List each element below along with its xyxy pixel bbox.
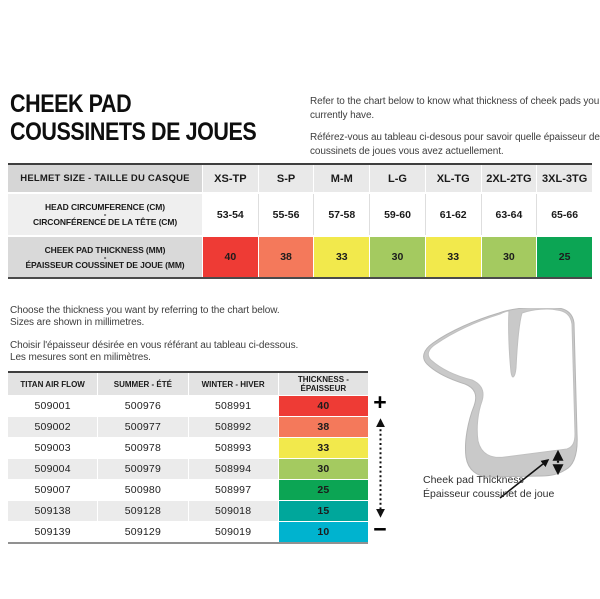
circumference-value: 61-62 xyxy=(426,194,481,235)
size-col-xl: XL-TG xyxy=(426,165,481,192)
part-thickness: 25 xyxy=(279,480,368,500)
part-number: 500977 xyxy=(98,417,187,437)
thickness-value: 40 xyxy=(203,237,258,277)
size-col-2xl: 2XL-2TG xyxy=(482,165,537,192)
intro-text xyxy=(310,95,600,167)
pad-top-shape xyxy=(428,309,575,457)
pad-thickness-label xyxy=(8,237,202,277)
part-number: 509129 xyxy=(98,522,187,542)
parts-header-winter: WINTER - HIVER xyxy=(189,373,278,395)
part-thickness: 15 xyxy=(279,501,368,521)
part-number: 509001 xyxy=(8,396,97,416)
circumference-value: 53-54 xyxy=(203,194,258,235)
scale-arrow-icon xyxy=(374,413,387,523)
head-circumference-label-fr: CIRCONFÉRENCE DE LA TÊTE (CM) xyxy=(32,217,178,227)
part-number: 509138 xyxy=(8,501,97,521)
part-thickness: 10 xyxy=(279,522,368,542)
choose-text xyxy=(10,305,340,375)
pad-thickness-callout-fr: Épaisseur coussinet de joue xyxy=(423,488,555,500)
circumference-value: 63-64 xyxy=(482,194,537,235)
part-number: 509007 xyxy=(8,480,97,500)
pad-thickness-label-fr: ÉPAISSEUR COUSSINET DE JOUE (MM) xyxy=(25,259,185,270)
part-thickness: 30 xyxy=(279,459,368,479)
part-number: 500978 xyxy=(98,438,187,458)
size-col-l: L-G xyxy=(370,165,425,192)
size-table-header-label: HELMET SIZE - TAILLE DU CASQUE xyxy=(8,165,202,192)
parts-header-titan: TITAN AIR FLOW xyxy=(8,373,97,395)
pad-thickness-callout-en: Cheek pad Thickness xyxy=(423,474,524,486)
part-number: 509139 xyxy=(8,522,97,542)
part-number: 508993 xyxy=(189,438,278,458)
intro-text-en: Refer to the chart below to know what thickness of cheek pads you currently have. xyxy=(310,96,600,121)
scale-minus-label: − xyxy=(373,516,387,542)
part-number: 509128 xyxy=(98,501,187,521)
parts-table xyxy=(8,371,368,544)
part-number: 509002 xyxy=(8,417,97,437)
part-number: 509018 xyxy=(189,501,278,521)
head-circumference-label-en: HEAD CIRCUMFERENCE (CM) xyxy=(45,202,165,212)
part-thickness: 40 xyxy=(279,396,368,416)
part-number: 500980 xyxy=(98,480,187,500)
part-number: 500976 xyxy=(98,396,187,416)
circumference-value: 59-60 xyxy=(370,194,425,235)
intro-text-fr: Référez-vous au tableau ci-desous pour savoir quelle épaisseur de coussinets de joues vous avez actuellement. xyxy=(310,132,600,157)
size-col-xs: XS-TP xyxy=(203,165,258,192)
thickness-value: 33 xyxy=(314,237,369,277)
scale-plus-label: + xyxy=(373,389,387,415)
pad-thickness-callout xyxy=(423,473,554,501)
page-title-en: CHEEK PAD xyxy=(10,90,132,118)
parts-header-thickness: THICKNESS - ÉPAISSEUR xyxy=(279,373,368,395)
part-number: 509004 xyxy=(8,459,97,479)
part-thickness: 38 xyxy=(279,417,368,437)
part-number: 508992 xyxy=(189,417,278,437)
page-title-fr: COUSSINETS DE JOUES xyxy=(10,118,257,146)
part-number: 509019 xyxy=(189,522,278,542)
page-title xyxy=(10,90,256,146)
thickness-value: 38 xyxy=(259,237,314,277)
head-circumference-label xyxy=(8,194,202,235)
choose-text-fr-line2: Les mesures sont en milimètres. xyxy=(10,352,151,363)
part-number: 508991 xyxy=(189,396,278,416)
size-col-m: M-M xyxy=(314,165,369,192)
circumference-value: 57-58 xyxy=(314,194,369,235)
part-number: 508997 xyxy=(189,480,278,500)
thickness-value: 33 xyxy=(426,237,481,277)
parts-header-summer: SUMMER - ÉTÉ xyxy=(98,373,187,395)
label-separator: - xyxy=(103,210,107,219)
choose-text-en-line2: Sizes are shown in millimetres. xyxy=(10,317,145,328)
part-number: 500979 xyxy=(98,459,187,479)
choose-text-en-line1: Choose the thickness you want by referring to the chart below. xyxy=(10,305,280,316)
part-number: 509003 xyxy=(8,438,97,458)
part-number: 508994 xyxy=(189,459,278,479)
circumference-value: 55-56 xyxy=(259,194,314,235)
thickness-value: 30 xyxy=(370,237,425,277)
thickness-value: 25 xyxy=(537,237,592,277)
size-col-s: S-P xyxy=(259,165,314,192)
size-col-3xl: 3XL-3TG xyxy=(537,165,592,192)
part-thickness: 33 xyxy=(279,438,368,458)
pad-thickness-label-en: CHEEK PAD THICKNESS (MM) xyxy=(44,244,166,255)
size-table xyxy=(8,163,592,279)
thickness-value: 30 xyxy=(482,237,537,277)
circumference-value: 65-66 xyxy=(537,194,592,235)
choose-text-fr-line1: Choisir l'épaisseur désirée en vous référant au tableau ci-dessous. xyxy=(10,340,299,351)
label-separator: - xyxy=(103,252,107,262)
